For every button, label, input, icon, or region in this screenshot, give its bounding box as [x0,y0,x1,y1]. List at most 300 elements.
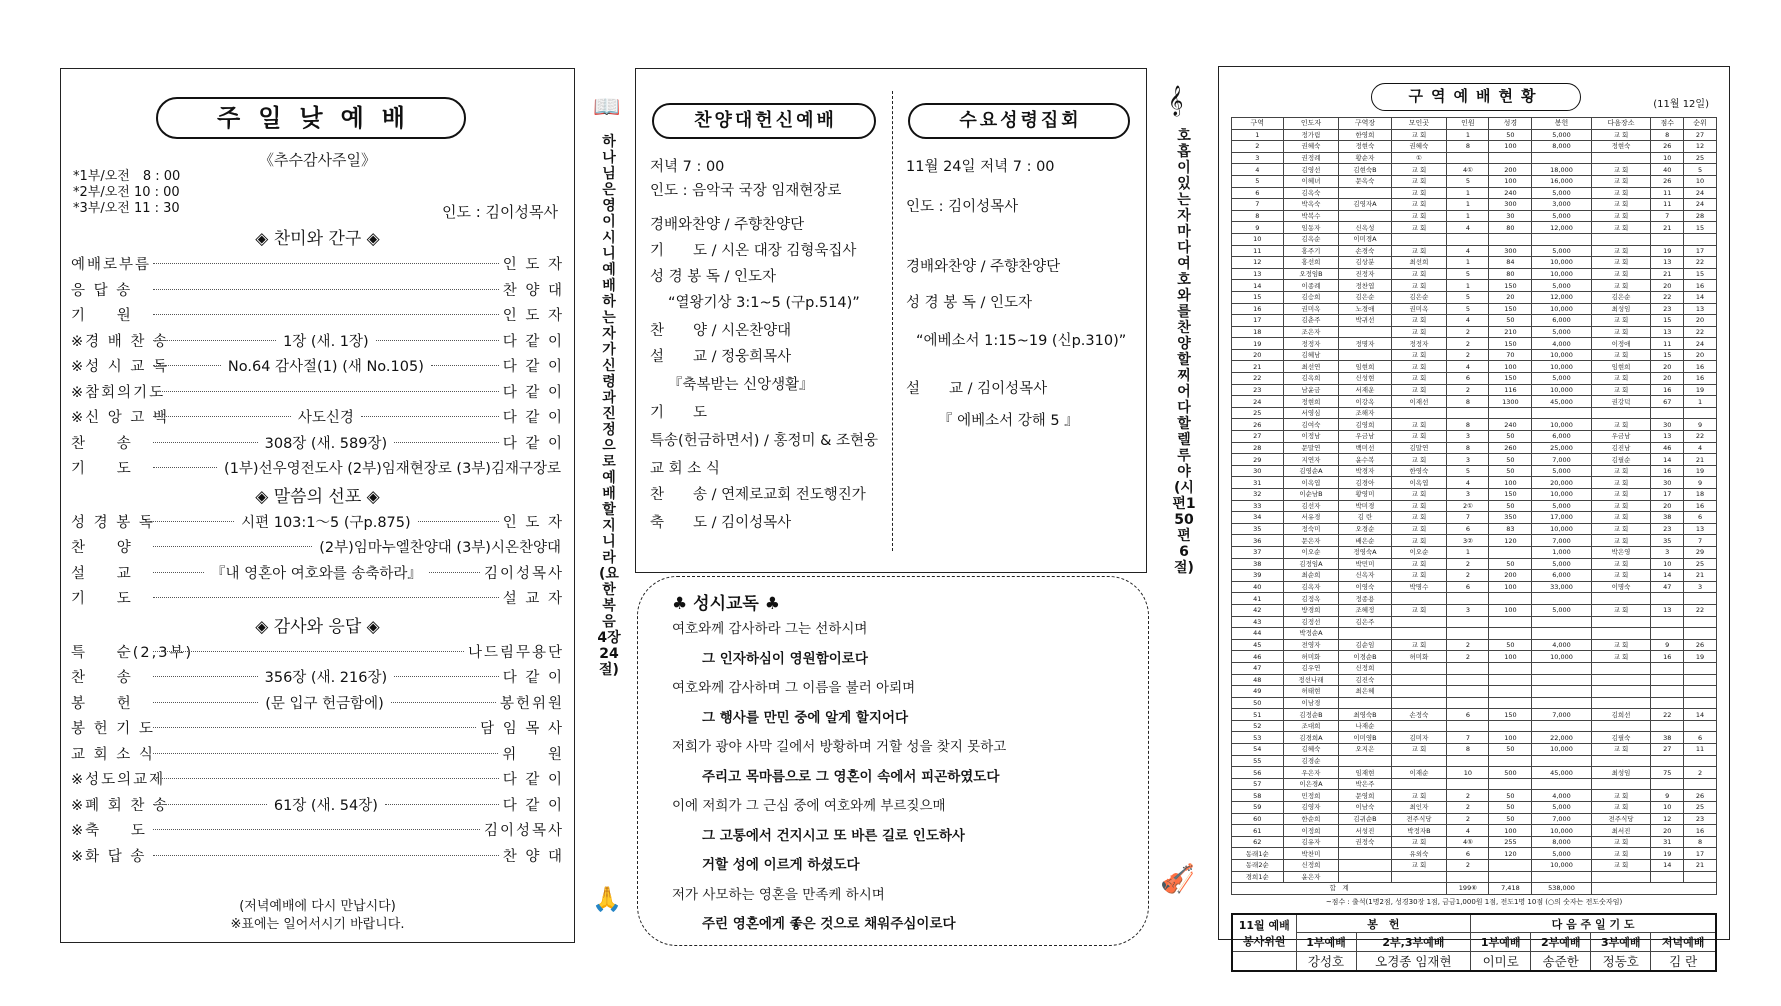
wednesday-line: 설 교 / 김이성목사 [906,381,1048,397]
table-cell [1447,720,1489,732]
table-cell: 문은자 [1283,535,1339,547]
table-row [1232,860,1717,872]
table-cell: 30 [1651,419,1684,431]
order-person: 다 같 이 [502,384,564,401]
table-cell [1489,616,1532,628]
table-cell [1684,674,1717,686]
table-cell [1591,662,1651,674]
evening-line: 교 회 소 식 [650,461,720,477]
table-cell: 4 [1447,222,1489,234]
table-cell: 신옥성 [1339,222,1391,234]
table-cell: 25 [1684,558,1717,570]
table-cell: 16 [1232,303,1284,315]
order-row [61,253,574,279]
order-detail: 308장 (새. 589장) [262,432,391,458]
table-cell: 6 [1447,848,1489,860]
table-cell: 2① [1447,500,1489,512]
table-cell: 최선연 [1283,361,1339,373]
table-cell [1447,697,1489,709]
table-cell: 이영숙 [1339,581,1391,593]
table-row [1232,199,1717,211]
table-cell: 61 [1232,825,1284,837]
table-cell: 1 [1447,210,1489,222]
district-title: 구역예배현황 [1371,83,1581,111]
table-cell: 김은주 [1339,616,1391,628]
table-cell: 120 [1489,848,1532,860]
table-cell: 교 회 [1591,790,1651,802]
table-cell: 38 [1232,558,1284,570]
table-cell [1591,593,1651,605]
order-row [61,536,574,562]
table-cell: 교 회 [1591,326,1651,338]
table-cell: 최선희 [1391,257,1447,269]
sub-header: 2부,3부예배 [1356,933,1471,952]
table-row [1232,187,1717,199]
table-cell: 남윤금 [1283,384,1339,396]
order-label: 성 경 봉 독 [71,514,155,531]
column-header: 성경 [1489,118,1532,130]
committee-name: 강성호 [1296,952,1356,972]
table-cell: 16 [1684,500,1717,512]
table-cell [1489,674,1532,686]
table-row [1232,813,1717,825]
table-cell: 9 [1232,222,1284,234]
dot-leader [153,365,221,366]
total-spacer [1591,883,1716,895]
table-cell: 교 회 [1591,535,1651,547]
table-cell: 교 회 [1591,802,1651,814]
table-row [1232,558,1717,570]
table-cell: 6,000 [1532,570,1591,582]
table-row [1232,152,1717,164]
scripture-reading [672,589,1132,940]
order-person: 다 같 이 [502,333,564,350]
table-cell: 5 [1232,175,1284,187]
table-cell: 100 [1489,141,1532,153]
table-cell: 이정애 [1591,338,1651,350]
table-cell [1684,662,1717,674]
evening-line: 축 도 / 김이성목사 [650,515,792,531]
table-row [1232,581,1717,593]
order-person: 담 임 목 사 [480,721,564,737]
table-cell [1532,674,1591,686]
dot-leader [153,416,291,417]
table-cell: 김영선 [1283,164,1339,176]
table-cell: 3 [1447,489,1489,501]
table-cell: 교 회 [1391,836,1447,848]
table-cell: 10,000 [1532,419,1591,431]
table-cell [1489,407,1532,419]
table-cell: 21 [1684,454,1717,466]
committee-name: 김 란 [1651,952,1716,972]
table-cell: 34 [1232,512,1284,524]
order-person: 다 같 이 [502,410,564,426]
table-cell: 문말연 [1283,442,1339,454]
table-cell: 57 [1232,778,1284,790]
table-cell: 교 회 [1391,361,1447,373]
table-cell: 27 [1232,431,1284,443]
table-cell: 김영순A [1283,465,1339,477]
table-cell: 신성현 [1339,373,1391,385]
wednesday-line: 인도 : 김이성목사 [906,199,1019,215]
table-cell: 임동자 [1283,222,1339,234]
table-cell: 정종용 [1339,593,1391,605]
table-cell: 김승희 [1283,291,1339,303]
evening-wednesday-panel [635,68,1147,573]
wednesday-title: 수요성령집회 [908,103,1130,139]
table-cell: 전주식당 [1591,813,1651,825]
table-cell: 18,000 [1532,164,1591,176]
table-cell: 이재순 [1391,767,1447,779]
order-detail: No.64 감사절(1) (새 No.105) [225,355,427,381]
table-cell: 24 [1684,338,1717,350]
order-row [61,692,574,718]
table-cell: 70 [1489,349,1532,361]
table-row [1232,500,1717,512]
table-cell: 10,000 [1532,349,1591,361]
table-cell: 교 회 [1591,373,1651,385]
table-cell: 20 [1651,825,1684,837]
table-cell: 교 회 [1391,500,1447,512]
table-cell: 100 [1489,825,1532,837]
morning-subtitle: 《추수감사주일》 [259,151,376,169]
table-cell: 교 회 [1591,523,1651,535]
evening-line: 찬 송 / 연제로교회 전도행진가 [650,487,866,503]
table-cell: 20 [1651,373,1684,385]
table-cell: 박찬미 [1283,848,1339,860]
table-cell: 노경애 [1339,303,1391,315]
table-cell: 이정희 [1283,825,1339,837]
table-cell: 62 [1232,836,1284,848]
table-row [1232,755,1717,767]
table-cell: 5,000 [1532,245,1591,257]
table-cell: 44 [1232,628,1284,640]
table-cell: 권혜숙 [1391,141,1447,153]
table-cell [1684,233,1717,245]
table-cell: 22 [1651,291,1684,303]
table-cell: 김상분 [1339,257,1391,269]
table-cell: 교 회 [1591,175,1651,187]
table-cell: 김옥자 [1283,581,1339,593]
table-cell: 52 [1232,720,1284,732]
table-cell: 교 회 [1591,860,1651,872]
table-cell: 7 [1447,732,1489,744]
table-cell: 9 [1651,790,1684,802]
evening-line: 특송(헌금하면서) / 홍정미 & 조현웅 [650,433,879,449]
praying-hands-icon: 🙏 [592,885,622,913]
order-person: 인 도 자 [502,308,564,324]
column-header: 점수 [1651,118,1684,130]
table-cell: 오정임B [1283,268,1339,280]
total-people: 199⑥ [1447,883,1489,895]
table-cell [1489,686,1532,698]
table-cell: 한영희 [1339,129,1391,141]
table-cell [1391,686,1447,698]
table-cell: 8 [1447,744,1489,756]
table-cell [1651,686,1684,698]
table-cell [1591,233,1651,245]
table-cell: 4 [1447,477,1489,489]
table-cell: 교 회 [1591,199,1651,211]
table-cell: 30 [1489,210,1532,222]
dot-leader [429,572,480,573]
order-row [61,511,574,537]
order-row [61,330,574,356]
table-cell: 30 [1232,465,1284,477]
table-cell: 46 [1232,651,1284,663]
table-cell: ① [1391,152,1447,164]
wednesday-line: 성 경 봉 독 / 인도자 [906,295,1032,311]
order-label: 찬 양 [71,540,133,556]
table-cell [1684,778,1717,790]
table-cell: 이은경A [1283,778,1339,790]
table-cell: 16 [1684,361,1717,373]
morning-title: 주일낮예배 [156,97,466,139]
table-row [1232,651,1717,663]
table-cell: 3 [1651,546,1684,558]
table-cell: 80 [1489,222,1532,234]
table-row [1232,349,1717,361]
order-label: ※성 시 교 독 [71,359,170,375]
table-cell: 20 [1684,349,1717,361]
district-status-panel [1218,66,1730,970]
table-cell: 14 [1684,291,1717,303]
table-row [1232,535,1717,547]
table-cell [1447,871,1489,883]
table-cell [1447,778,1489,790]
order-person: 다 같 이 [502,670,565,686]
table-cell: 80 [1489,268,1532,280]
table-cell: 교 회 [1591,280,1651,292]
evening-line: 설 교 / 정웅희목사 [650,349,792,365]
table-cell: 3 [1232,152,1284,164]
table-cell: 11 [1684,744,1717,756]
table-cell: 손정숙 [1391,709,1447,721]
table-cell: 13 [1684,523,1717,535]
table-row [1232,373,1717,385]
table-cell: 서영심 [1283,407,1339,419]
table-cell [1339,326,1391,338]
table-cell: 이남숙 [1339,802,1391,814]
table-cell [1391,662,1447,674]
table-cell: 50 [1489,500,1532,512]
section-heading: ◈ 찬미와 간구 ◈ [255,229,380,249]
dot-leader [153,778,499,779]
table-cell: 1 [1447,199,1489,211]
table-cell: 2 [1447,349,1489,361]
order-row [61,355,574,381]
section-heading: ◈ 감사와 응답 ◈ [255,616,380,637]
table-cell: 2 [1232,141,1284,153]
table-cell: 김정선 [1283,616,1339,628]
table-cell: 100 [1489,175,1532,187]
table-cell: 4 [1447,245,1489,257]
order-person: 나드림무용단 [467,644,564,661]
table-row [1232,778,1717,790]
table-cell: 56 [1232,767,1284,779]
table-row [1232,477,1717,489]
table-cell: 8 [1447,141,1489,153]
table-cell: 255 [1489,836,1532,848]
table-cell: 교 회 [1391,570,1447,582]
dot-leader [153,753,498,754]
table-cell: 14 [1684,709,1717,721]
order-person: 김이성목사 [483,823,564,839]
table-cell [1339,628,1391,640]
table-cell [1591,674,1651,686]
table-row [1232,233,1717,245]
table-cell: 2 [1447,639,1489,651]
table-cell: 6,000 [1532,431,1591,443]
table-cell: 500 [1489,767,1532,779]
table-cell: 17 [1232,315,1284,327]
table-cell: 김은순 [1591,291,1651,303]
table-cell [1489,778,1532,790]
table-cell [1651,674,1684,686]
table-cell [1532,593,1591,605]
table-cell: 35 [1232,523,1284,535]
column-header: 다음장소 [1591,118,1651,130]
reading-line: 그 행사를 만민 중에 알게 할지어다 [702,709,909,726]
committee-name: 오경종 임재현 [1356,952,1471,972]
wednesday-line: 경배와찬양 / 주향찬양단 [906,259,1061,275]
table-cell: 10,000 [1532,860,1591,872]
table-cell: 37 [1232,546,1284,558]
column-header: 구역 [1232,118,1284,130]
table-cell [1489,755,1532,767]
table-cell: 200 [1489,570,1532,582]
table-cell: 3 [1447,604,1489,616]
table-cell [1339,349,1391,361]
table-cell: 5,000 [1532,604,1591,616]
table-cell: 12,000 [1532,291,1591,303]
sub-header: 저녁예배 [1651,933,1716,952]
table-cell: 8 [1651,129,1684,141]
table-row [1232,848,1717,860]
dot-leader [153,727,476,728]
order-person: 위 원 [502,746,564,763]
table-cell: 권정례 [1283,152,1339,164]
service-times [73,169,180,217]
table-cell: 20 [1651,500,1684,512]
table-cell: 오지은 [1339,744,1391,756]
order-row [61,562,574,588]
table-cell: 박은주 [1339,778,1391,790]
table-cell: 10,000 [1532,489,1591,501]
table-row [1232,732,1717,744]
table-row [1232,465,1717,477]
table-cell: 한영숙 [1391,465,1447,477]
table-cell [1489,152,1532,164]
table-cell: 김옥순 [1283,233,1339,245]
table-cell: 정정자 [1391,338,1447,350]
table-cell [1532,720,1591,732]
table-cell: 46 [1651,442,1684,454]
footnote-stand: ※표에는 일어서시기 바랍니다. [230,917,405,932]
table-cell: 전영자 [1283,639,1339,651]
table-cell: 이강옥 [1339,396,1391,408]
table-cell: 18 [1684,489,1717,501]
table-cell: 16 [1684,280,1717,292]
table-cell: 26 [1684,790,1717,802]
table-cell: 6 [1684,732,1717,744]
table-cell: 11 [1651,199,1684,211]
table-cell: 47 [1232,662,1284,674]
table-cell: 22 [1232,373,1284,385]
table-cell: 김정순B [1283,709,1339,721]
table-cell: 10 [1651,152,1684,164]
table-cell: 5 [1447,291,1489,303]
table-cell [1591,407,1651,419]
table-cell: 5 [1447,465,1489,477]
table-cell: 50 [1489,744,1532,756]
table-cell: 75 [1651,767,1684,779]
table-cell: 홍주기 [1283,245,1339,257]
table-cell: 3 [1447,431,1489,443]
table-cell: 손경숙 [1339,245,1391,257]
table-cell: 25 [1684,802,1717,814]
table-cell: 4 [1684,442,1717,454]
table-cell: 전주식당 [1391,813,1447,825]
table-cell: 26 [1651,141,1684,153]
table-cell: 42 [1232,604,1284,616]
table-cell: 24 [1232,396,1284,408]
table-row [1232,593,1717,605]
table-cell: 2 [1447,570,1489,582]
wednesday-service [892,69,1148,572]
table-cell: 25 [1684,152,1717,164]
table-cell: 4 [1447,315,1489,327]
table-cell: 150 [1489,709,1532,721]
table-cell: 5 [1447,268,1489,280]
table-cell: 황순자 [1339,152,1391,164]
table-cell: 21 [1684,570,1717,582]
table-cell: 박귀선 [1339,315,1391,327]
committee-spacer [1232,952,1296,972]
table-cell: 최순희 [1283,570,1339,582]
evening-service [636,69,892,572]
table-cell: 18 [1232,326,1284,338]
table-cell: 신옥자 [1339,570,1391,582]
table-cell [1489,860,1532,872]
table-cell: 김현숙B [1339,164,1391,176]
dot-leader [153,804,267,805]
dot-leader [153,314,499,315]
table-cell: 5 [1684,164,1717,176]
table-cell: 41 [1232,593,1284,605]
table-cell: 15 [1232,291,1284,303]
table-cell: 박복수 [1283,210,1339,222]
table-cell: 김혜남 [1283,349,1339,361]
order-row [61,587,574,613]
order-label: 찬 송 [71,435,133,452]
dot-leader [376,340,499,341]
table-cell: 교 회 [1391,222,1447,234]
table-cell: 2 [1447,802,1489,814]
table-cell [1651,407,1684,419]
table-cell: 신정희 [1283,860,1339,872]
table-cell [1489,871,1532,883]
table-cell: 150 [1489,489,1532,501]
column-header: 인원 [1447,118,1489,130]
table-cell [1684,697,1717,709]
table-cell: 30 [1651,477,1684,489]
table-cell [1339,871,1391,883]
table-cell: 13 [1684,303,1717,315]
dot-leader [361,416,499,417]
table-cell: 19 [1651,848,1684,860]
table-cell: 나재순 [1339,720,1391,732]
